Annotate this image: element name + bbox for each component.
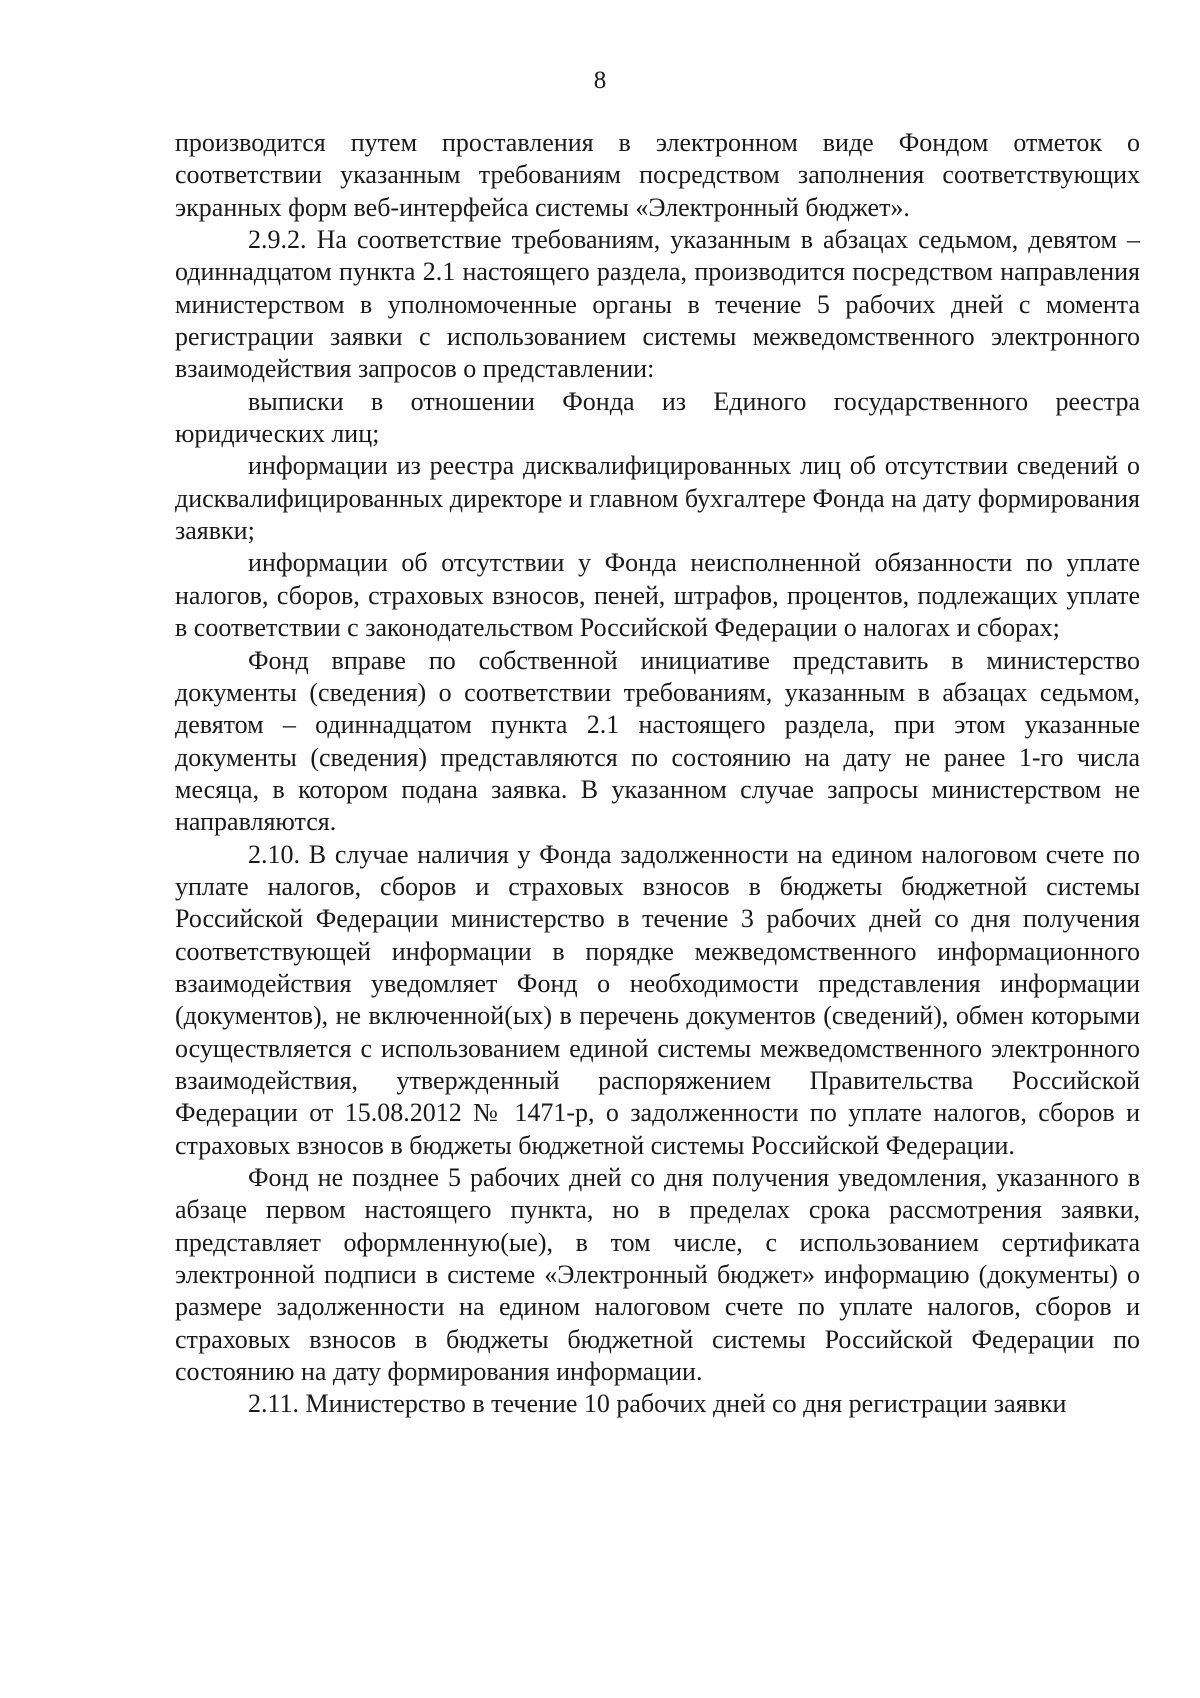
document-body <box>175 127 1140 1421</box>
paragraph: 2.10. В случае наличия у Фонда задолженности на едином налоговом счете по уплате налогов, сборов и страховых взносов в бюджеты бюджетной системы Российской Федерации министерство в течение 3 рабочих дней со дня получения соответствующей информации в порядке межведомственного информационного взаимодействия уведомляет Фонд о необходимости представления информации (документов), не включенной(ых) в перечень документов (сведений), обмен которыми осуществляется с использованием единой системы межведомственного электронного взаимодействия, утвержденный распоряжением Правительства Российской Федерации от 15.08.2012 № 1471-р, о задолженности по уплате налогов, сборов и страховых взносов в бюджеты бюджетной системы Российской Федерации. <box>175 839 1140 1160</box>
paragraph: Фонд не позднее 5 рабочих дней со дня получения уведомления, указанного в абзаце первом настоящего пункта, но в пределах срока рассмотрения заявки, представляет оформленную(ые), в том числе, с использованием сертификата электронной подписи в системе «Электронный бюджет» информацию (документы) о размере задолженности на едином налоговом счете по уплате налогов, сборов и страховых взносов в бюджеты бюджетной системы Российской Федерации по состоянию на дату формирования информации. <box>175 1163 1140 1387</box>
paragraph: информации об отсутствии у Фонда неисполненной обязанности по уплате налогов, сборов, страховых взносов, пеней, штрафов, процентов, подлежащих уплате в соответствии с законодательством Российской Федерации о налогах и сборах; <box>175 548 1140 643</box>
paragraph: 2.11. Министерство в течение 10 рабочих дней со дня регистрации заявки <box>248 1389 1067 1419</box>
paragraph: информации из реестра дисквалифицированных лиц об отсутствии сведений о дисквалифицированных директоре и главном бухгалтере Фонда на дату формирования заявки; <box>175 451 1140 546</box>
page-number: 8 <box>593 67 607 94</box>
paragraph: производится путем проставления в электронном виде Фондом отметок о соответствии указанным требованиям посредством заполнения соответствующих экранных форм веб-интерфейса системы «Электронный бюджет». <box>175 128 1140 222</box>
paragraph: 2.9.2. На соответствие требованиям, указанным в абзацах седьмом, девятом – одиннадцатом пункта 2.1 настоящего раздела, производится посредством направления министерством в уполномоченные органы в течение 5 рабочих дней с момента регистрации заявки с использованием системы межведомственного электронного взаимодействия запросов о представлении: <box>175 225 1140 384</box>
paragraph: Фонд вправе по собственной инициативе представить в министерство документы (сведения) о соответствии требованиям, указанным в абзацах седьмом, девятом – одиннадцатом пункта 2.1 настоящего раздела, при этом указанные документы (сведения) представляются по состоянию на дату не ранее 1-го числа месяца, в котором подана заявка. В указанном случае запросы министерством не направляются. <box>175 645 1140 837</box>
paragraph: выписки в отношении Фонда из Единого государственного реестра юридических лиц; <box>175 386 1140 449</box>
